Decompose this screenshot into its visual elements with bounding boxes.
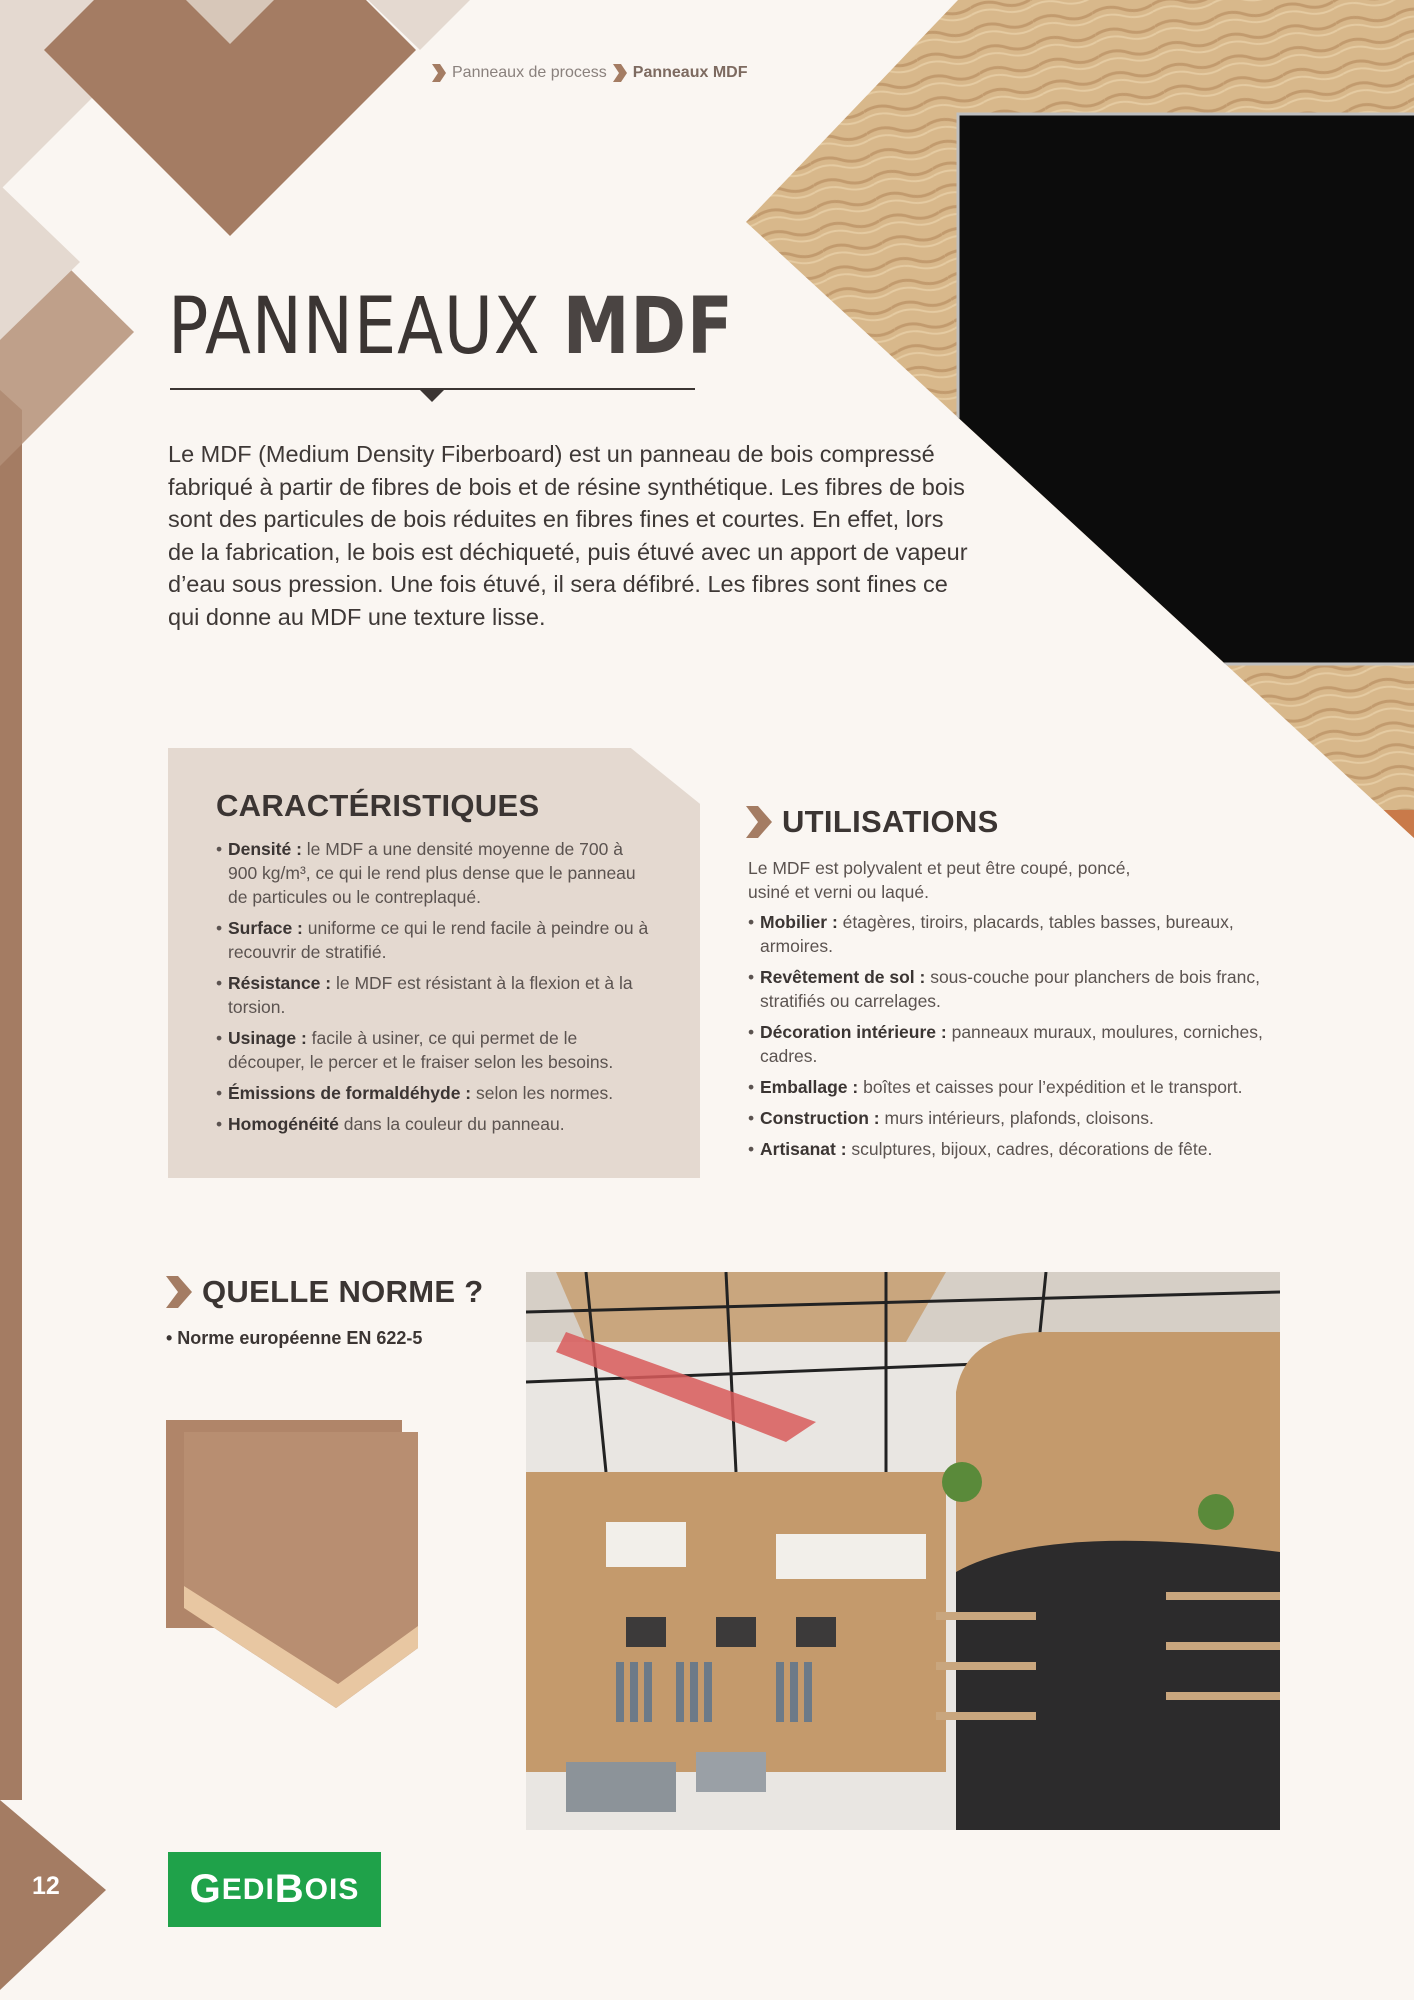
- mdf-sample-image: [166, 1418, 422, 1708]
- item-label: Construction :: [760, 1108, 880, 1128]
- standard-heading: [166, 1274, 483, 1310]
- item-text: selon les normes.: [471, 1083, 614, 1103]
- item-label: Homogénéité: [228, 1114, 339, 1134]
- chevron-right-icon: [432, 64, 446, 82]
- chevron-right-icon: [166, 1276, 192, 1308]
- store-interior-photo: [526, 1272, 1280, 1830]
- logo-letters: EDI: [221, 1872, 275, 1906]
- list-item: [216, 1112, 656, 1136]
- logo-letter: G: [189, 1867, 222, 1911]
- intro-paragraph: Le MDF (Medium Density Fiberboard) est un panneau de bois compressé fabriqué à partir de fibres de bois et de résine synthétique. Les fibres de bois sont des particules de bois réduites en fibres fines et courtes. En effet, lors de la fabrication, le bois est déchiqueté, puis étuvé avec un apport de vapeur d’eau sous pression. Une fois étuvé, il sera défibré. Les fibres sont fines ce qui donne au MDF une texture lisse.: [168, 441, 968, 630]
- list-item: [216, 1081, 656, 1105]
- standard-title: QUELLE NORME ?: [202, 1274, 484, 1309]
- characteristics-title: CARACTÉRISTIQUES: [216, 788, 540, 823]
- uses-list: [748, 910, 1268, 1168]
- title-divider-arrow: [420, 390, 444, 402]
- item-label: Usinage :: [228, 1028, 307, 1048]
- item-label: Densité :: [228, 839, 302, 859]
- page-title-light: PANNEAUX: [168, 282, 541, 372]
- breadcrumb: [432, 64, 747, 82]
- item-label: Surface :: [228, 918, 303, 938]
- item-text: dans la couleur du panneau.: [338, 1114, 565, 1134]
- item-label: Décoration intérieure :: [760, 1022, 947, 1042]
- item-label: Emballage :: [760, 1077, 859, 1097]
- item-label: Mobilier :: [760, 912, 838, 932]
- page-title-bold: MDF: [562, 282, 734, 372]
- item-text: le MDF a une densité moyenne de 700 à 900 kg/m³, ce qui le rend plus dense que le panneau de particules ou le contreplaqué.: [228, 839, 636, 907]
- characteristics-list: [216, 837, 656, 1143]
- item-text: sous-couche pour planchers de bois franc, stratifiés ou carrelages.: [760, 967, 1260, 1011]
- chevron-right-icon: [613, 64, 627, 82]
- logo-letters: OIS: [304, 1872, 360, 1906]
- list-item: [216, 971, 656, 1019]
- list-item: [748, 1137, 1268, 1161]
- item-text: uniforme ce qui le rend facile à peindre ou à recouvrir de stratifié.: [228, 918, 649, 962]
- uses-intro: Le MDF est polyvalent et peut être coupé, poncé, usiné et verni ou laqué.: [748, 858, 1131, 902]
- list-item: [748, 910, 1268, 958]
- uses-heading: [746, 804, 999, 840]
- list-item: [216, 837, 656, 909]
- item-label: Revêtement de sol :: [760, 967, 926, 987]
- list-item: [748, 1075, 1268, 1099]
- item-text: panneaux muraux, moulures, corniches, cadres.: [760, 1022, 1263, 1066]
- list-item: [216, 1026, 656, 1074]
- logo-letter: B: [274, 1867, 305, 1911]
- item-text: boîtes et caisses pour l’expédition et le transport.: [858, 1077, 1243, 1097]
- item-text: sculptures, bijoux, cadres, décorations de fête.: [846, 1139, 1213, 1159]
- uses-title: UTILISATIONS: [782, 804, 999, 839]
- page-title: [168, 282, 734, 372]
- item-label: Résistance :: [228, 973, 332, 993]
- item-text: étagères, tiroirs, placards, tables basses, bureaux, armoires.: [760, 912, 1234, 956]
- item-label: Émissions de formaldéhyde :: [228, 1083, 472, 1103]
- list-item: [748, 1106, 1268, 1130]
- item-label: Artisanat :: [760, 1139, 847, 1159]
- standard-text: • Norme européenne EN 622-5: [166, 1328, 423, 1348]
- chevron-right-icon: [746, 806, 772, 838]
- item-text: facile à usiner, ce qui permet de le découper, le percer et le fraiser selon les besoins.: [228, 1028, 614, 1072]
- item-text: le MDF est résistant à la flexion et à la torsion.: [228, 973, 633, 1017]
- gedibois-logo: [168, 1852, 381, 1927]
- list-item: [748, 1020, 1268, 1068]
- breadcrumb-current: Panneaux MDF: [632, 64, 748, 81]
- list-item: [216, 916, 656, 964]
- breadcrumb-parent[interactable]: Panneaux de process: [452, 64, 607, 81]
- page-number: 12: [32, 1872, 60, 1900]
- list-item: [748, 965, 1268, 1013]
- item-text: murs intérieurs, plafonds, cloisons.: [879, 1108, 1154, 1128]
